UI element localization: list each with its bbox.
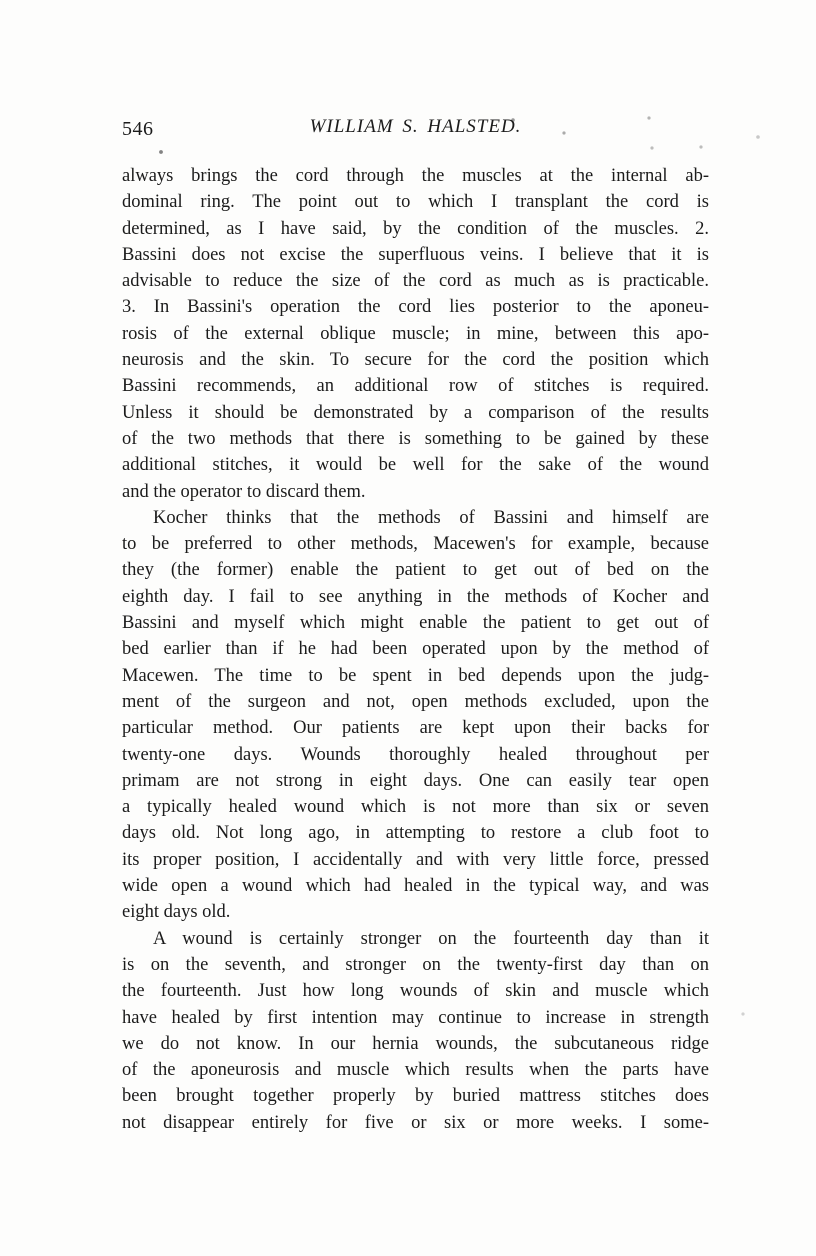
running-head-title: WILLIAM S. HALSTED. [309, 116, 522, 137]
paragraph [122, 163, 709, 505]
text-line: determined, as I have said, by the condition of the muscles. 2. [122, 218, 709, 239]
text-line: twenty-one days. Wounds thoroughly healed throughout per [122, 744, 709, 765]
text-line: wide open a wound which had healed in the typical way, and was [122, 876, 709, 897]
text-line: to be preferred to other methods, Macewen's for example, because [122, 534, 709, 555]
text-line: a typically healed wound which is not more than six or seven [122, 797, 709, 818]
text-line: primam are not strong in eight days. One can easily tear open [122, 770, 709, 791]
text-line: eighth day. I fail to see anything in the methods of Kocher and [122, 586, 709, 607]
text-line: Bassini does not excise the superfluous veins. I believe that it is [122, 244, 709, 265]
text-line: particular method. Our patients are kept upon their backs for [122, 718, 709, 739]
text-line: Bassini recommends, an additional row of stitches is required. [122, 376, 709, 397]
text-line: they (the former) enable the patient to get out of bed on the [122, 560, 709, 581]
text-line: have healed by first intention may continue to increase in strength [122, 1007, 709, 1028]
text-line: additional stitches, it would be well for the sake of the wound [122, 455, 709, 476]
text-line: always brings the cord through the muscles at the internal ab- [122, 166, 709, 186]
text-line: neurosis and the skin. To secure for the cord the position which [122, 350, 709, 371]
text-line: we do not know. In our hernia wounds, the subcutaneous ridge [122, 1033, 709, 1054]
text-line: is on the seventh, and stronger on the twenty-first day than on [122, 954, 709, 975]
paragraph [122, 926, 709, 1136]
text-line: of the two methods that there is something to be gained by these [122, 428, 709, 449]
text-line: days old. Not long ago, in attempting to restore a club foot to [122, 823, 709, 844]
text-line: eight days old. [122, 902, 231, 923]
scan-speck-artifacts [0, 0, 2, 2]
text-line: ment of the surgeon and not, open methods excluded, upon the [122, 691, 709, 712]
text-line: been brought together properly by buried mattress stitches does [122, 1086, 709, 1107]
text-line: not disappear entirely for five or six or more weeks. I some- [122, 1112, 709, 1133]
text-line: bed earlier than if he had been operated upon by the method of [122, 639, 709, 660]
text-line: Kocher thinks that the methods of Bassini and himself are [153, 507, 709, 528]
text-line: its proper position, I accidentally and with very little force, pressed [122, 849, 709, 870]
text-line: advisable to reduce the size of the cord as much as is practicable. [122, 271, 709, 292]
text-line: Bassini and myself which might enable the patient to get out of [122, 613, 709, 634]
text-line: the fourteenth. Just how long wounds of skin and muscle which [122, 981, 709, 1002]
text-line: 3. In Bassini's operation the cord lies posterior to the aponeu- [122, 297, 709, 318]
text-line: rosis of the external oblique muscle; in mine, between this apo- [122, 323, 709, 344]
page-number: 546 [122, 118, 154, 140]
body-text [122, 163, 709, 1136]
page-header [122, 116, 709, 146]
text-line: Unless it should be demonstrated by a comparison of the results [122, 402, 709, 423]
text-line: of the aponeurosis and muscle which results when the parts have [122, 1060, 709, 1081]
paragraph [122, 505, 709, 926]
text-line: A wound is certainly stronger on the fourteenth day than it [153, 928, 709, 949]
text-line: and the operator to discard them. [122, 481, 366, 502]
text-line: Macewen. The time to be spent in bed depends upon the judg- [122, 665, 709, 686]
text-line: dominal ring. The point out to which I transplant the cord is [122, 192, 709, 213]
